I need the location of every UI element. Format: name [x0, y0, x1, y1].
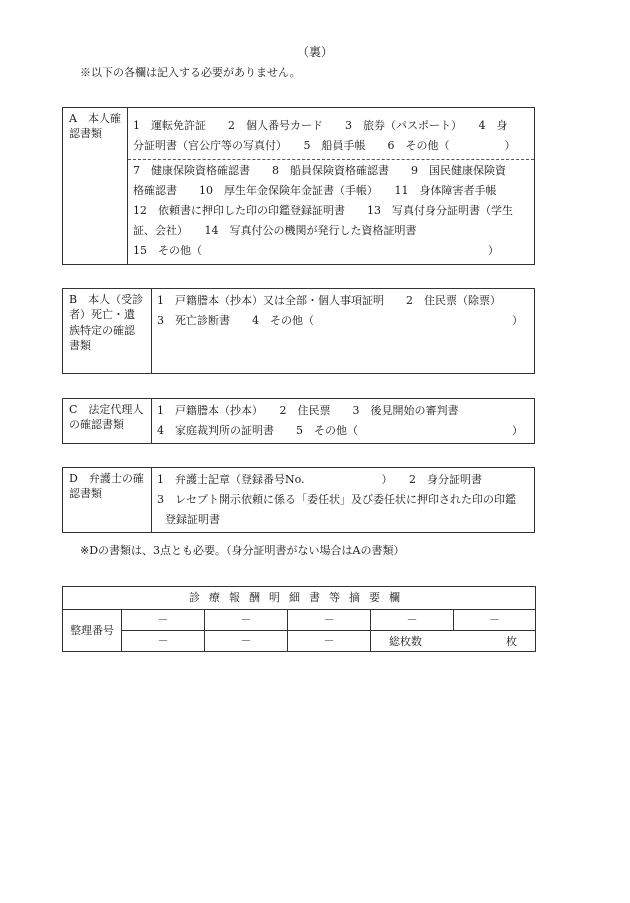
dash-cell: － — [454, 610, 536, 631]
section-d-box — [62, 467, 535, 533]
section-b-box — [62, 288, 535, 374]
dash-cell: － — [122, 610, 205, 631]
total-count-cell — [371, 631, 536, 652]
section-a-content — [128, 108, 534, 264]
section-a-label: A 本人確認書類 — [63, 108, 128, 264]
section-a-line: 12 依頼書に押印した印の印鑑登録証明書 13 写真付身分証明書（学生 — [133, 204, 513, 217]
dash-cell: － — [288, 610, 371, 631]
section-a-line: 7 健康保険資格確認書 8 船員保険資格確認書 9 国民健康保険資 — [133, 164, 506, 177]
section-a-group-1 — [128, 108, 534, 159]
total-label: 総枚数 — [389, 635, 422, 648]
section-d-content — [152, 468, 534, 532]
dash-cell: － — [205, 631, 288, 652]
intro-note: ※以下の各欄は記入する必要がありません。 — [80, 66, 301, 79]
section-b-content — [152, 289, 534, 373]
sheet-unit: 枚 — [506, 635, 518, 648]
section-b-line: 1 戸籍謄本（抄本）又は全部・個人事項証明 2 住民票（除票） — [157, 294, 501, 307]
dash-cell: － — [205, 610, 288, 631]
page-title: （裏） — [296, 45, 333, 59]
section-d-label: D 弁護士の確認書類 — [63, 468, 152, 532]
d-note: ※Dの書類は、3点とも必要。（身分証明書がない場合はAの書類） — [80, 544, 405, 557]
section-d-line: 1 弁護士記章（登録番号No. ） 2 身分証明書 — [157, 473, 483, 486]
section-b-line: 3 死亡診断書 4 その他（ ） — [157, 314, 523, 327]
section-a-line: 格確認書 10 厚生年金保険年金証書（手帳） 11 身体障害者手帳 — [133, 184, 497, 197]
section-a-line: 15 その他（ ） — [133, 244, 499, 257]
dash-cell: － — [371, 610, 454, 631]
summary-title: 診療報酬明細書等摘要欄 — [63, 587, 536, 610]
dash-cell: － — [122, 631, 205, 652]
row-label: 整理番号 — [63, 610, 122, 652]
section-c-content — [152, 399, 534, 443]
section-a-line: 分証明書（官公庁等の写真付） 5 船員手帳 6 その他（ ） — [133, 139, 516, 152]
section-d-line: 登録証明書 — [165, 513, 220, 526]
section-a-line: 1 運転免許証 2 個人番号カード 3 旅券（パスポート） 4 身 — [133, 119, 508, 132]
section-c-box — [62, 398, 535, 444]
section-c-line: 4 家庭裁判所の証明書 5 その他（ ） — [157, 424, 523, 437]
dash-cell: － — [288, 631, 371, 652]
section-d-line: 3 レセプト開示依頼に係る「委任状」及び委任状に押印された印の印鑑 — [157, 493, 516, 506]
section-c-line: 1 戸籍謄本（抄本） 2 住民票 3 後見開始の審判書 — [157, 404, 459, 417]
section-c-label: C 法定代理人の確認書類 — [63, 399, 152, 443]
section-a-line: 証、会社） 14 写真付公の機関が発行した資格証明書 — [133, 224, 417, 237]
section-b-label: B 本人（受診者）死亡・遺族特定の確認書類 — [63, 289, 152, 373]
section-a-group-2 — [128, 159, 534, 261]
summary-table — [62, 586, 536, 652]
section-a-box — [62, 107, 535, 265]
